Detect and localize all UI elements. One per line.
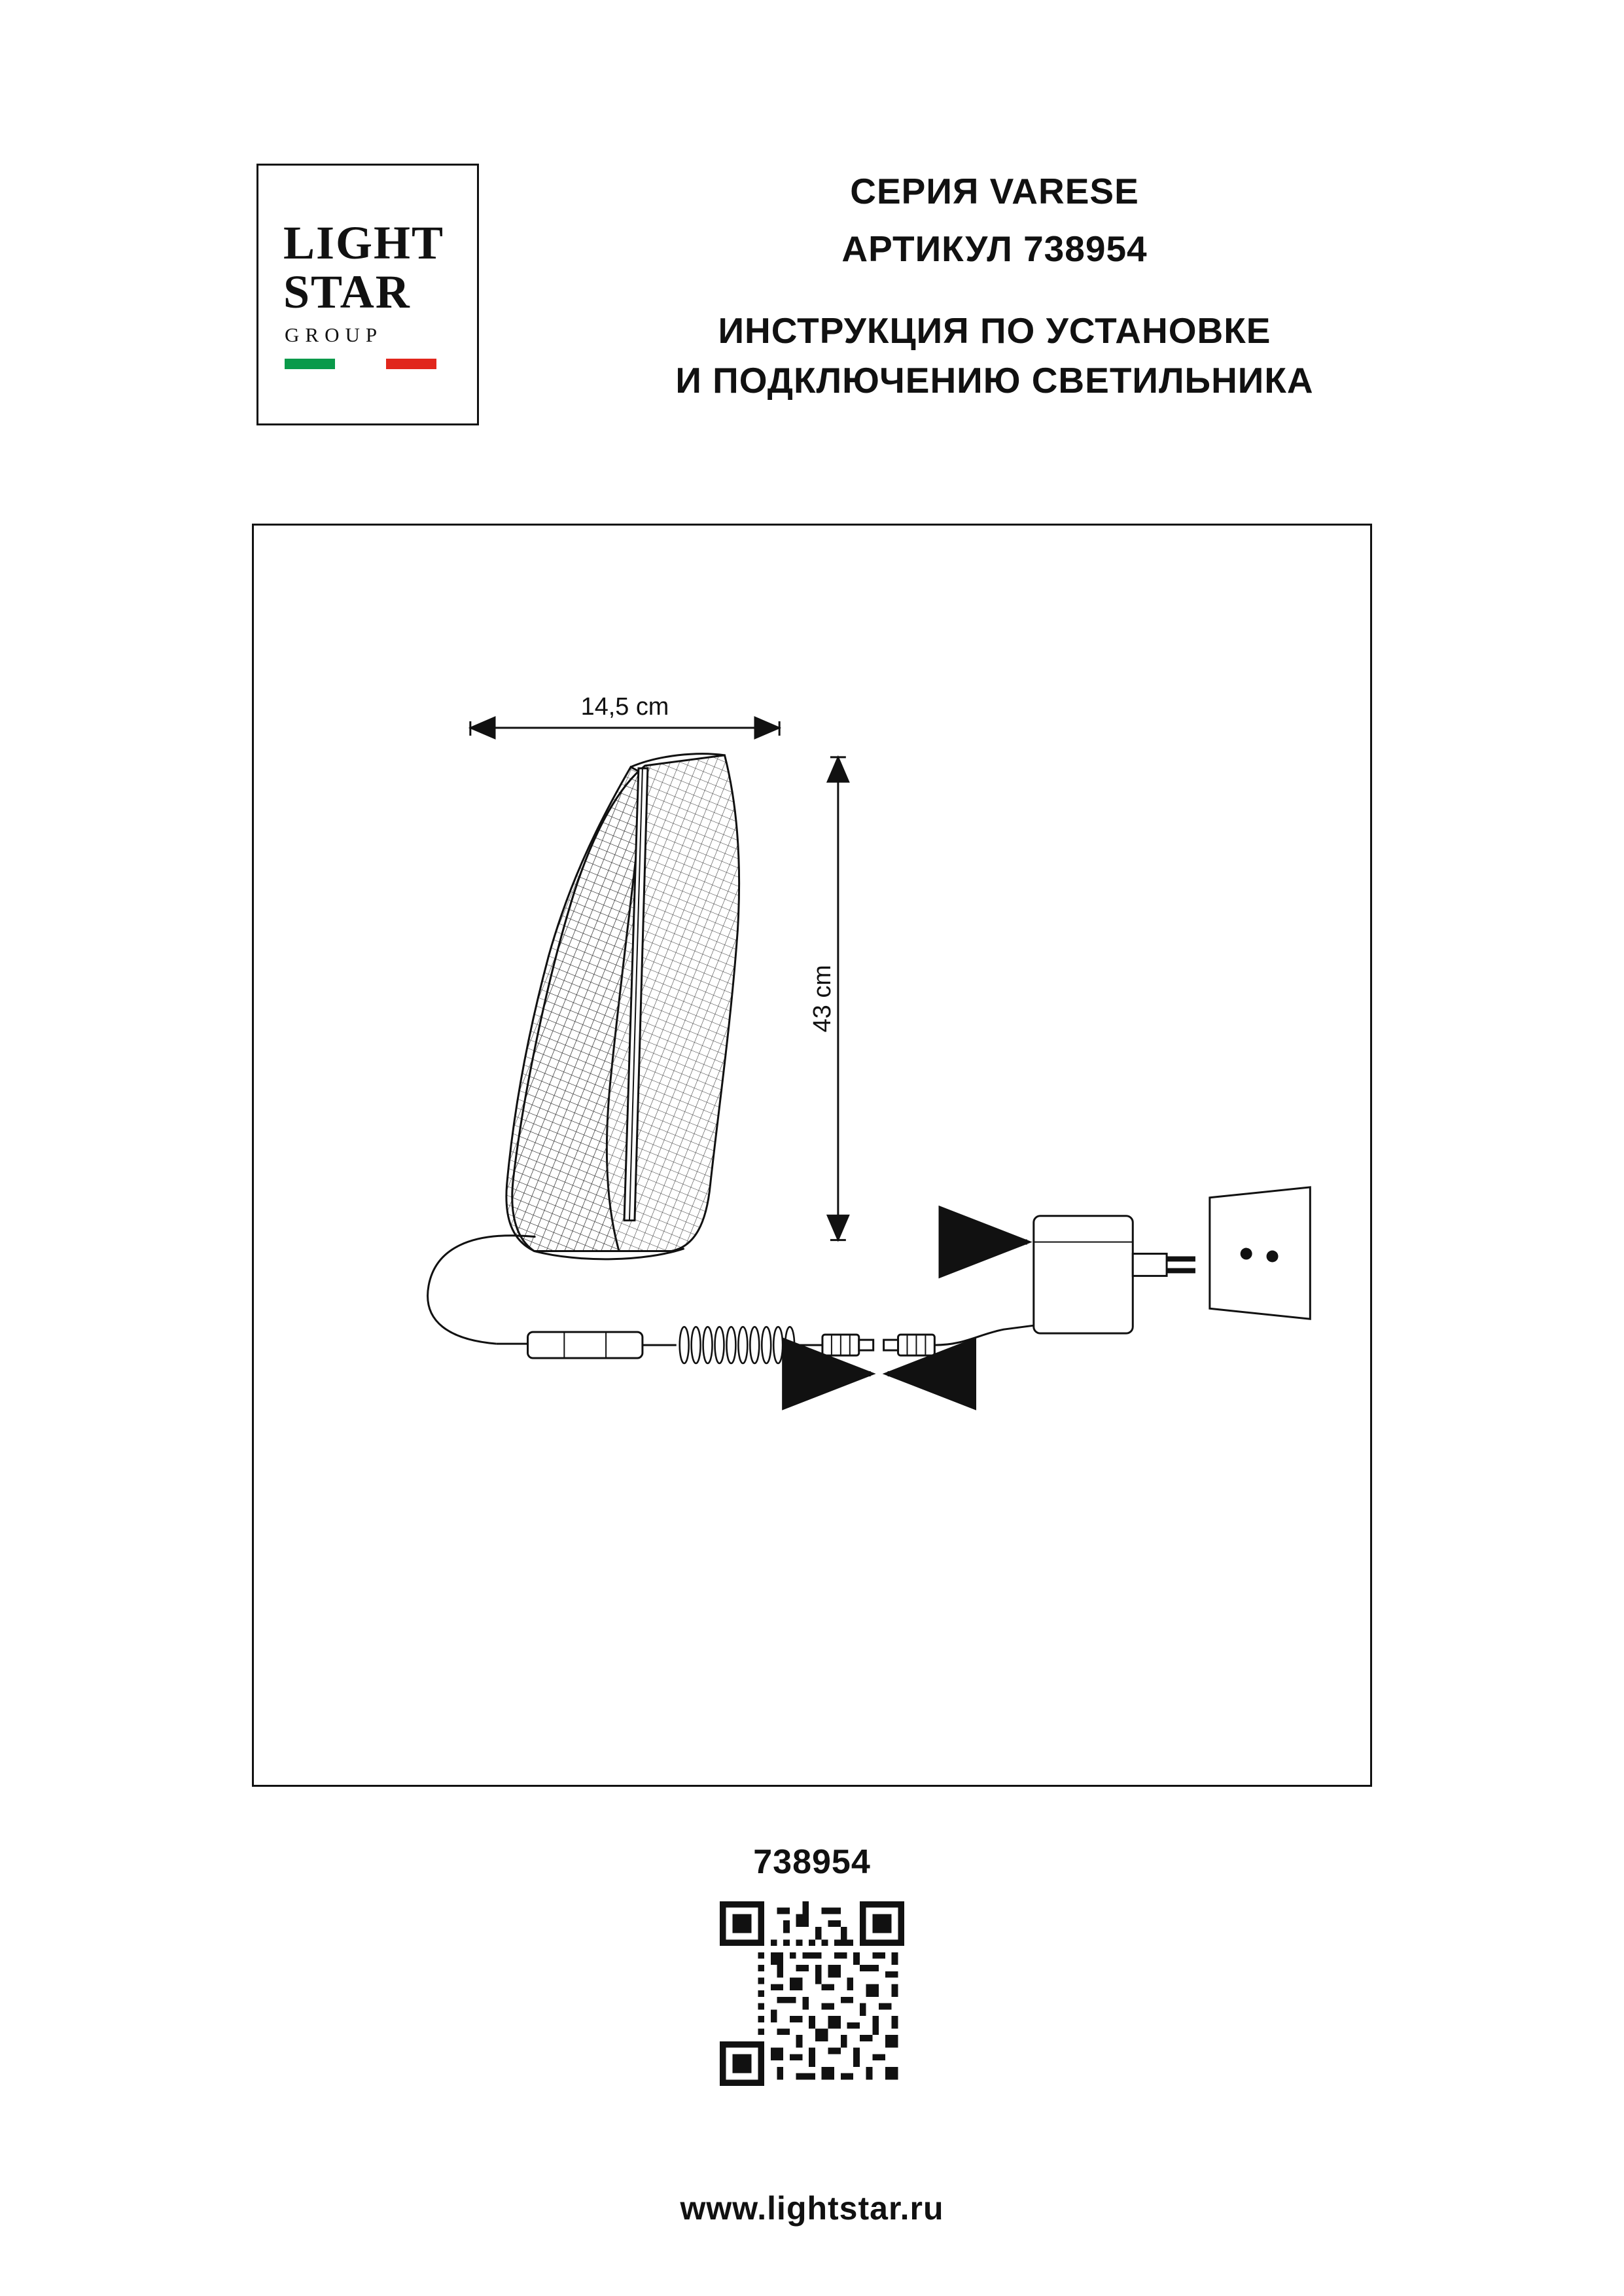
title-block: [497, 151, 1492, 404]
brand-logo: [256, 164, 479, 425]
height-dimension: [809, 757, 846, 1240]
figure-frame: [252, 524, 1372, 1787]
installation-diagram: [254, 526, 1370, 1785]
height-dimension-label: 43 cm: [808, 965, 836, 1033]
width-dimension: [470, 693, 779, 736]
page-header: [0, 151, 1624, 432]
qr-code: [720, 1901, 904, 2086]
power-adapter-icon: [1034, 1216, 1195, 1333]
power-cord: [428, 1236, 536, 1344]
adapter-cable: [934, 1325, 1033, 1345]
width-dimension-label: 14,5 cm: [580, 693, 669, 721]
instruction-title-line2: И ПОДКЛЮЧЕНИЮ СВЕТИЛЬНИКА: [675, 360, 1314, 401]
logo-line-light: LIGHT: [283, 217, 445, 270]
inline-switch-icon: [528, 1332, 643, 1358]
series-title: СЕРИЯ VARESE: [850, 171, 1139, 211]
qr-code-image: [720, 1901, 904, 2086]
dc-connector-icon: [822, 1335, 934, 1355]
product-code: 738954: [753, 1843, 871, 1881]
website-link[interactable]: www.lightstar.ru: [680, 2190, 944, 2227]
coiled-cable-icon: [643, 1327, 822, 1363]
logo-line-group: GROUP: [285, 323, 383, 346]
article-number: АРТИКУЛ 738954: [841, 228, 1148, 269]
instruction-title-line1: ИНСТРУКЦИЯ ПО УСТАНОВКЕ: [718, 310, 1271, 351]
lamp-shade-icon: [506, 754, 739, 1259]
logo-line-star: STAR: [283, 266, 411, 318]
wall-socket-icon: [1210, 1187, 1310, 1319]
italian-flag-icon: [285, 359, 436, 369]
